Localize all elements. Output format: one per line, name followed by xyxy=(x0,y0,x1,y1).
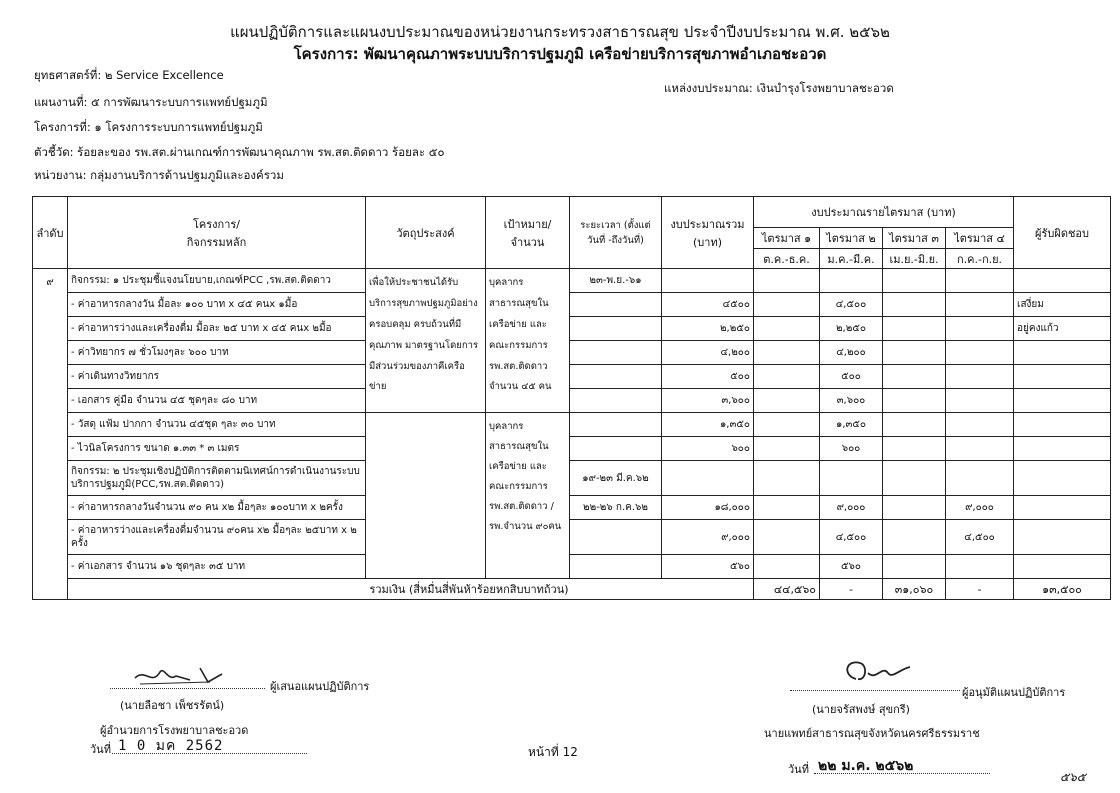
q4-cell: ๔,๕๐๐ xyxy=(946,520,1014,555)
q1-cell xyxy=(754,555,820,579)
table-row xyxy=(33,461,1111,496)
header-q4-months: ก.ค.-ก.ย. xyxy=(946,249,1014,269)
q3-cell xyxy=(883,389,946,413)
q4-cell xyxy=(946,269,1014,293)
header-q3: ไตรมาส ๓ xyxy=(883,228,946,249)
responsible-cell xyxy=(1014,269,1111,293)
q2-cell: ๕๖๐ xyxy=(820,555,883,579)
header-row xyxy=(33,197,1111,228)
q4-cell xyxy=(946,389,1014,413)
period-cell: ๑๙-๒๓ มี.ค.๖๒ xyxy=(570,461,662,496)
approver-signature xyxy=(838,655,918,691)
proposer-date: 1 0 มค 2562 xyxy=(118,738,224,754)
q2-cell: ๖๐๐ xyxy=(820,437,883,461)
activity-cell: - ค่าอาหารกลางวัน มื้อละ ๑๐๐ บาท x ๔๕ คนx ๑มื้อ xyxy=(68,293,366,317)
total-cell: ๑๘,๐๐๐ xyxy=(662,496,754,520)
q3-cell xyxy=(883,317,946,341)
q1-cell xyxy=(754,293,820,317)
total-cell: ๔๕๐๐ xyxy=(662,293,754,317)
activity-cell: กิจกรรม: ๑ ประชุมชี้แจงนโยบาย,เกณฑ์PCC ,รพ.สต.ติดดาว xyxy=(68,269,366,293)
header-q3-months: เม.ย.-มิ.ย. xyxy=(883,249,946,269)
period-cell xyxy=(570,437,662,461)
q4-cell xyxy=(946,461,1014,496)
period-cell xyxy=(570,389,662,413)
activity-cell: - ไวนิลโครงการ ขนาด ๑.๓๓ * ๓ เมตร xyxy=(68,437,366,461)
q4-cell xyxy=(946,365,1014,389)
q4-cell xyxy=(946,555,1014,579)
activity-cell: - ค่าอาหารว่างและเครื่องดื่มจำนวน ๙๐คน x๒ มื้อๆละ ๒๕บาท x ๒ ครั้ง xyxy=(68,520,366,555)
total-cell: ๒,๒๕๐ xyxy=(662,317,754,341)
approver-date-line xyxy=(814,773,990,774)
table-row xyxy=(33,389,1111,413)
header-responsible: ผู้รับผิดชอบ xyxy=(1014,197,1111,269)
period-cell xyxy=(570,555,662,579)
q4-cell xyxy=(946,341,1014,365)
indicator: ตัวชี้วัด: ร้อยละของ รพ.สต.ผ่านเกณฑ์การพัฒนาคุณภาพ รพ.สต.ติดดาว ร้อยละ ๕๐ xyxy=(34,145,445,159)
total-cell xyxy=(662,269,754,293)
objective-cell: เพื่อให้ประชาชนได้รับบริการสุขภาพปฐมภูมิอย่างครอบคลุม ครบถ้วนที่มีคุณภาพ มาตรฐานโดยการมีส่วนร่วมของภาคีเครือข่าย xyxy=(366,269,486,413)
responsible-cell xyxy=(1014,341,1111,365)
q1-cell xyxy=(754,437,820,461)
q1-cell xyxy=(754,461,820,496)
approver-role: ผู้อนุมัติแผนปฏิบัติการ xyxy=(962,686,1066,699)
header-seq: ลำดับ xyxy=(33,197,68,269)
proposer-position: ผู้อำนวยการโรงพยาบาลชะอวด xyxy=(100,724,249,737)
summary-row xyxy=(33,579,1111,600)
table-row xyxy=(33,520,1111,555)
proposer-signature xyxy=(130,660,230,690)
corner-note: ๕๖๕ xyxy=(1060,770,1086,784)
activity-cell: - ค่าอาหารกลางวันจำนวน ๙๐ คน x๒ มื้อๆละ ๑๐๐บาท x ๒ครั้ง xyxy=(68,496,366,520)
plan: แผนงานที่: ๕ การพัฒนาระบบการแพทย์ปฐมภูมิ xyxy=(34,95,268,109)
q2-cell: ๙,๐๐๐ xyxy=(820,496,883,520)
total-cell: ๕๖๐ xyxy=(662,555,754,579)
table-row xyxy=(33,365,1111,389)
header-q1-months: ต.ค.-ธ.ค. xyxy=(754,249,820,269)
q2-cell xyxy=(820,461,883,496)
q2-cell: ๔,๒๐๐ xyxy=(820,341,883,365)
q2-cell: ๑,๓๕๐ xyxy=(820,413,883,437)
q3-cell xyxy=(883,461,946,496)
approver-position: นายแพทย์สาธารณสุขจังหวัดนครศรีธรรมราช xyxy=(764,727,980,740)
proposer-date-label: วันที่ xyxy=(90,743,111,756)
table-row xyxy=(33,317,1111,341)
approver-date-label: วันที่ xyxy=(788,763,809,776)
q2-cell: ๕๐๐ xyxy=(820,365,883,389)
project-number: โครงการที่: ๑ โครงการระบบการแพทย์ปฐมภูมิ xyxy=(34,120,263,134)
responsible-cell: อยู่คงแก้ว xyxy=(1014,317,1111,341)
activity-cell: - วัสดุ แฟ้ม ปากกา จำนวน ๔๕ชุด ๆละ ๓๐ บาท xyxy=(68,413,366,437)
activity-cell: - เอกสาร คู่มือ จำนวน ๔๕ ชุดๆละ ๘๐ บาท xyxy=(68,389,366,413)
approver-name: (นายจรัสพงษ์ สุขกรี) xyxy=(812,703,910,716)
q3-cell xyxy=(883,555,946,579)
q1-cell xyxy=(754,496,820,520)
proposer-name: (นายลือชา เพ็ชรรัตน์) xyxy=(120,699,225,712)
budget-source: แหล่งงบประมาณ: เงินบำรุงโรงพยาบาลชะอวด xyxy=(664,81,894,95)
table-row xyxy=(33,555,1111,579)
proposer-role: ผู้เสนอแผนปฏิบัติการ xyxy=(270,680,370,693)
responsible-cell xyxy=(1014,437,1111,461)
header-target: เป้าหมาย/ จำนวน xyxy=(486,197,570,269)
summary-total: ๔๔,๕๖๐ xyxy=(754,579,820,600)
q3-cell xyxy=(883,520,946,555)
q3-cell xyxy=(883,496,946,520)
period-cell xyxy=(570,365,662,389)
q4-cell xyxy=(946,437,1014,461)
activity-cell: - ค่าเดินทางวิทยากร xyxy=(68,365,366,389)
table-row xyxy=(33,269,1111,293)
q3-cell xyxy=(883,269,946,293)
total-cell: ๕๐๐ xyxy=(662,365,754,389)
proposer-signature-line xyxy=(110,688,265,689)
q4-cell: ๙,๐๐๐ xyxy=(946,496,1014,520)
budget-table xyxy=(32,196,1111,600)
q4-cell xyxy=(946,413,1014,437)
responsible-cell xyxy=(1014,365,1111,389)
responsible-cell xyxy=(1014,496,1111,520)
period-cell xyxy=(570,293,662,317)
q3-cell xyxy=(883,413,946,437)
total-cell: ๙,๐๐๐ xyxy=(662,520,754,555)
table-row xyxy=(33,341,1111,365)
q2-cell: ๓,๖๐๐ xyxy=(820,389,883,413)
q3-cell xyxy=(883,365,946,389)
q4-cell xyxy=(946,293,1014,317)
seq-cell: ๙ xyxy=(33,269,68,600)
period-cell xyxy=(570,341,662,365)
responsible-cell xyxy=(1014,555,1111,579)
total-cell: ๑,๓๕๐ xyxy=(662,413,754,437)
responsible-unit: หน่วยงาน: กลุ่มงานบริการด้านปฐมภูมิและองค์รวม xyxy=(34,168,284,182)
q2-cell xyxy=(820,269,883,293)
period-cell xyxy=(570,317,662,341)
q1-cell xyxy=(754,365,820,389)
responsible-cell xyxy=(1014,413,1111,437)
header-budget-total: งบประมาณรวม (บาท) xyxy=(662,197,754,269)
target-cell-2: บุคลากรสาธารณสุขในเครือข่าย และคณะกรรมการ รพ.สต.ติดดาว / รพ.จำนวน ๙๐คน xyxy=(486,413,570,579)
total-cell: ๖๐๐ xyxy=(662,437,754,461)
target-cell: บุคลากรสาธารณสุขในเครือข่าย และคณะกรรมการ รพ.สต.ติดดาว จำนวน ๔๕ คน xyxy=(486,269,570,413)
q2-cell: ๔,๕๐๐ xyxy=(820,520,883,555)
approver-signature-line xyxy=(790,690,960,691)
q3-cell xyxy=(883,293,946,317)
header-project: โครงการ/ กิจกรรมหลัก xyxy=(68,197,366,269)
strategy: ยุทธศาสตร์ที่: ๒ Service Excellence xyxy=(34,68,224,82)
header-q2-months: ม.ค.-มี.ค. xyxy=(820,249,883,269)
table-row xyxy=(33,437,1111,461)
period-cell: ๒๒-๒๖ ก.ค.๖๒ xyxy=(570,496,662,520)
activity-cell: - ค่าอาหารว่างและเครื่องดื่ม มื้อละ ๒๕ บาท x ๔๕ คนx ๒มื้อ xyxy=(68,317,366,341)
responsible-cell: เสงี่ยม xyxy=(1014,293,1111,317)
summary-q4: ๑๓,๕๐๐ xyxy=(1014,579,1111,600)
page-number: หน้าที่ 12 xyxy=(528,745,578,759)
doc-title-line1: แผนปฏิบัติการและแผนงบประมาณของหน่วยงานกระทรวงสาธารณสุข ประจำปีงบประมาณ พ.ศ. ๒๕๖๒ xyxy=(230,23,890,41)
q1-cell xyxy=(754,413,820,437)
total-cell: ๓,๖๐๐ xyxy=(662,389,754,413)
header-q4: ไตรมาส ๔ xyxy=(946,228,1014,249)
q1-cell xyxy=(754,520,820,555)
header-quarterly: งบประมาณรายไตรมาส (บาท) xyxy=(754,197,1014,228)
table-row xyxy=(33,496,1111,520)
activity-cell: - ค่าวิทยากร ๗ ชั่วโมงๆละ ๖๐๐ บาท xyxy=(68,341,366,365)
q1-cell xyxy=(754,317,820,341)
summary-label: รวมเงิน (สี่หมื่นสี่พันห้าร้อยหกสิบบาทถ้วน) xyxy=(68,579,754,600)
period-cell: ๒๓-พ.ย.-๖๑ xyxy=(570,269,662,293)
activity-cell: กิจกรรม: ๒ ประชุมเชิงปฏิบัติการติดตามนิเทศน์การดำเนินงานระบบบริการปฐมภูมิ(PCC,รพ.สต.ติดดาว) xyxy=(68,461,366,496)
q1-cell xyxy=(754,389,820,413)
table-row xyxy=(33,413,1111,437)
q1-cell xyxy=(754,269,820,293)
period-cell xyxy=(570,413,662,437)
responsible-cell xyxy=(1014,520,1111,555)
summary-q1: - xyxy=(820,579,883,600)
header-period: ระยะเวลา (ตั้งแต่ วันที่ -ถึงวันที่) xyxy=(570,197,662,269)
proposer-date-line xyxy=(112,753,307,754)
q2-cell: ๒,๒๕๐ xyxy=(820,317,883,341)
header-objective: วัตถุประสงค์ xyxy=(366,197,486,269)
approver-date: ๒๒ ม.ค. ๒๕๖๒ xyxy=(818,758,914,774)
q3-cell xyxy=(883,437,946,461)
doc-title-line2: โครงการ: พัฒนาคุณภาพระบบบริการปฐมภูมิ เครือข่ายบริการสุขภาพอำเภอชะอวด xyxy=(293,45,827,63)
q2-cell: ๔,๕๐๐ xyxy=(820,293,883,317)
q4-cell xyxy=(946,317,1014,341)
header-q2: ไตรมาส ๒ xyxy=(820,228,883,249)
q1-cell xyxy=(754,341,820,365)
responsible-cell xyxy=(1014,461,1111,496)
total-cell: ๔,๒๐๐ xyxy=(662,341,754,365)
activity-cell: - ค่าเอกสาร จำนวน ๑๖ ชุดๆละ ๓๕ บาท xyxy=(68,555,366,579)
responsible-cell xyxy=(1014,389,1111,413)
summary-q2: ๓๑,๐๖๐ xyxy=(883,579,946,600)
table-row xyxy=(33,293,1111,317)
total-cell xyxy=(662,461,754,496)
q3-cell xyxy=(883,341,946,365)
period-cell xyxy=(570,520,662,555)
summary-q3: - xyxy=(946,579,1014,600)
header-q1: ไตรมาส ๑ xyxy=(754,228,820,249)
objective-cell-empty xyxy=(366,413,486,579)
